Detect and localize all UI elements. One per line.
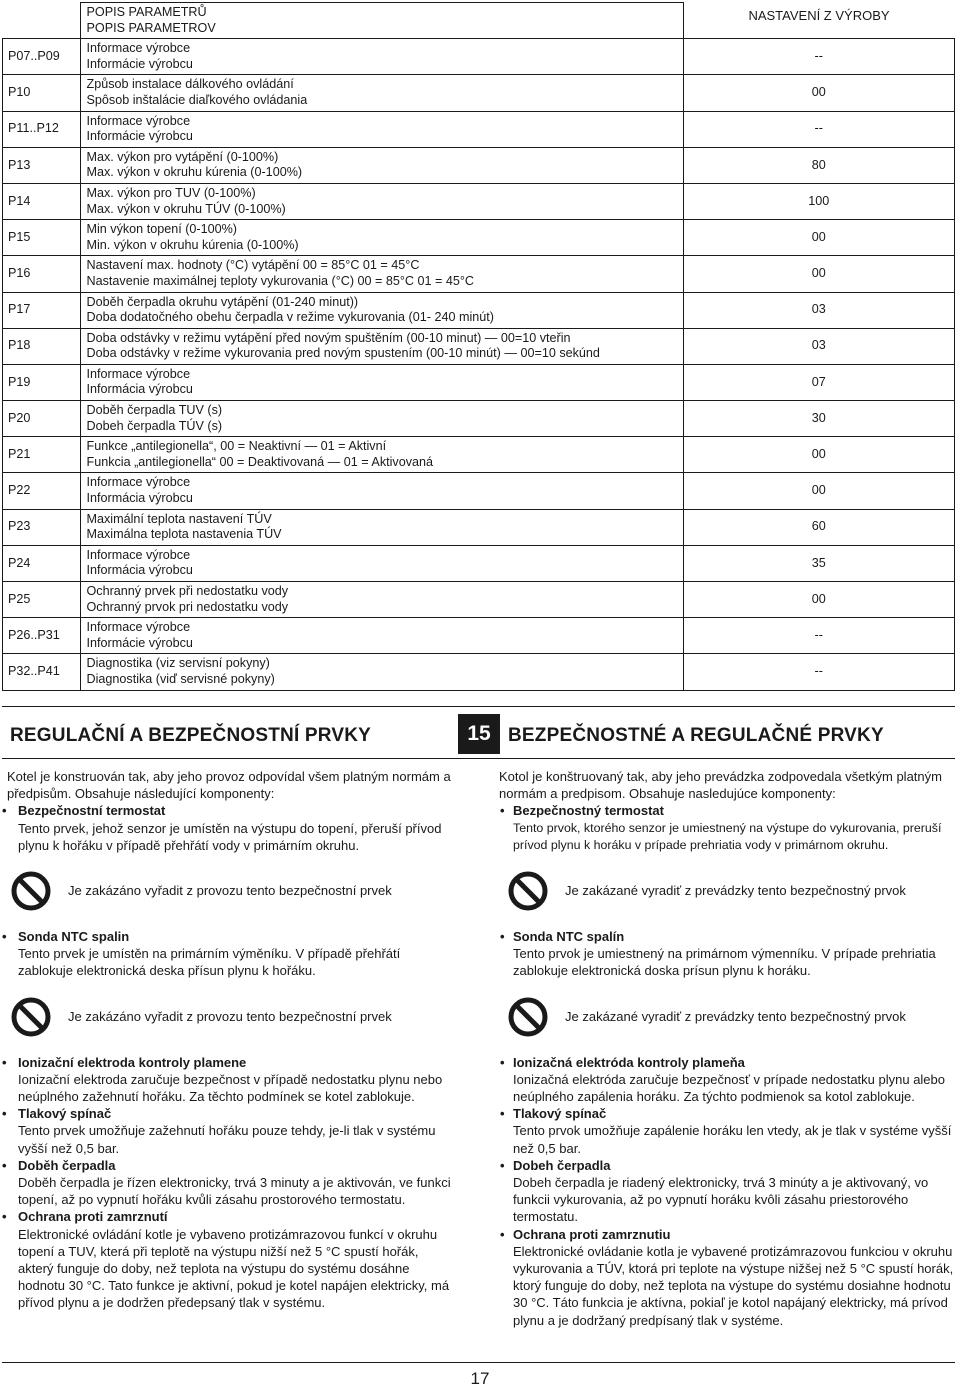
table-row xyxy=(3,147,955,183)
warning-text: Je zakázáno vyřadit z provozu tento bezpečnostní prvek xyxy=(68,883,392,899)
parameter-code: P14 xyxy=(3,183,81,219)
item-pressure xyxy=(497,1105,957,1157)
parameter-code: P18 xyxy=(3,328,81,364)
parameter-description xyxy=(80,582,683,618)
page-number: 17 xyxy=(470,1369,490,1388)
parameter-description xyxy=(80,256,683,292)
table-row xyxy=(3,473,955,509)
section-title-sk: BEZPEČNOSTNÉ A REGULAČNÉ PRVKY xyxy=(508,725,884,746)
bullet: • xyxy=(2,1157,7,1173)
parameter-code: P16 xyxy=(3,256,81,292)
table-row xyxy=(3,364,955,400)
parameter-code: P10 xyxy=(3,75,81,111)
bullet: • xyxy=(500,1157,505,1173)
prohibition-icon xyxy=(10,996,52,1038)
parameter-code: P25 xyxy=(3,582,81,618)
parameter-code: P22 xyxy=(3,473,81,509)
description-sk: Maximálna teplota nastavenia TÚV xyxy=(86,527,282,542)
header-code-cell xyxy=(3,3,81,39)
bullet: • xyxy=(500,803,505,819)
table-row xyxy=(3,618,955,654)
table-row xyxy=(3,545,955,581)
table-row xyxy=(3,292,955,328)
description-sk: Diagnostika (viď servisné pokyny) xyxy=(86,671,275,686)
table-row xyxy=(3,111,955,147)
description-sk: Max. výkon v okruhu TÚV (0-100%) xyxy=(86,201,286,216)
intro-text: Kotel je konstruován tak, aby jeho provoz odpovídal všem platným normám a předpisům. Obsahuje následující komponenty: xyxy=(7,769,451,802)
description-sk: Spôsob inštalácie diaľkového ovládania xyxy=(86,92,308,107)
item-title: Ionizační elektroda kontroly plamene xyxy=(18,1054,247,1070)
parameter-description xyxy=(80,147,683,183)
parameter-description xyxy=(80,111,683,147)
description-cz: Diagnostika (viz servisní pokyny) xyxy=(86,656,270,671)
parameter-code: P20 xyxy=(3,401,81,437)
prohibition-icon xyxy=(507,996,549,1038)
table-row xyxy=(3,39,955,75)
description-sk: Informácie výrobcu xyxy=(86,635,193,650)
parameter-description xyxy=(80,364,683,400)
bullet: • xyxy=(2,929,7,945)
item-pressure xyxy=(2,1105,452,1157)
factory-setting-value: -- xyxy=(683,618,955,654)
description-sk: Doba dodatočného obehu čerpadla v režime vykurovania (01- 240 minút) xyxy=(86,310,494,325)
factory-setting-value: 00 xyxy=(683,256,955,292)
factory-setting-value: 00 xyxy=(683,582,955,618)
parameter-code: P07..P09 xyxy=(3,39,81,75)
item-title: Dobeh čerpadla xyxy=(513,1157,611,1173)
header-description-cell xyxy=(80,3,683,39)
table-row xyxy=(3,509,955,545)
item-title: Ionizačná elektróda kontroly plameňa xyxy=(513,1054,745,1070)
item-pump xyxy=(2,1157,452,1209)
header-value-cell: NASTAVENÍ Z VÝROBY xyxy=(683,3,955,39)
factory-setting-value: 00 xyxy=(683,473,955,509)
section-title-cz: REGULAČNÍ A BEZPEČNOSTNÍ PRVKY xyxy=(10,725,372,746)
item-text: Ionizačná elektróda zaručuje bezpečnosť v prípade nedostatku plynu alebo neúplného zapálenia horáku. Za týchto podmienok sa kotol zablokuje. xyxy=(513,1071,945,1105)
bullet: • xyxy=(500,1226,505,1242)
description-sk: Informácie výrobcu xyxy=(86,129,193,144)
parameter-description xyxy=(80,183,683,219)
description-sk: Max. výkon v okruhu kúrenia (0-100%) xyxy=(86,165,303,180)
parameter-code: P23 xyxy=(3,509,81,545)
table-row xyxy=(3,256,955,292)
item-frost xyxy=(497,1226,957,1329)
prohibition-icon xyxy=(10,870,52,912)
bullet: • xyxy=(2,1209,7,1225)
item-pump xyxy=(497,1157,957,1226)
description-sk: Informácia výrobcu xyxy=(86,382,193,397)
warning-box xyxy=(10,870,452,918)
warning-box xyxy=(10,996,452,1044)
item-ntc xyxy=(2,928,452,980)
table-row xyxy=(3,401,955,437)
section-rule-bottom xyxy=(2,758,955,759)
parameter-description xyxy=(80,437,683,473)
header-sk: POPIS PARAMETROV xyxy=(86,20,216,35)
factory-setting-value: -- xyxy=(683,111,955,147)
description-sk: Doba odstávky v režime vykurovania pred novým spustením (00-10 minút) — 00=10 sekúnd xyxy=(86,346,600,361)
description-sk: Informácia výrobcu xyxy=(86,491,193,506)
description-cz: Informace výrobce xyxy=(86,366,191,381)
table-row xyxy=(3,220,955,256)
description-cz: Doba odstávky v režimu vytápění před novým spuštěním (00-10 minut) — 00=10 vteřin xyxy=(86,330,571,345)
item-title: Doběh čerpadla xyxy=(18,1157,116,1173)
warning-text: Je zakázané vyradiť z prevádzky tento bezpečnostný prvok xyxy=(565,1008,906,1024)
parameter-description xyxy=(80,75,683,111)
factory-setting-value: 00 xyxy=(683,75,955,111)
parameter-description xyxy=(80,220,683,256)
description-cz: Funkce „antilegionella“, 00 = Neaktivní — 01 = Aktivní xyxy=(86,439,387,454)
parameter-description xyxy=(80,654,683,690)
table-row xyxy=(3,437,955,473)
warning-box xyxy=(507,870,957,918)
item-title: Ochrana proti zamrznutí xyxy=(18,1209,168,1225)
parameter-code: P15 xyxy=(3,220,81,256)
table-row xyxy=(3,654,955,690)
bullet: • xyxy=(500,1106,505,1122)
parameter-description xyxy=(80,473,683,509)
description-cz: Maximální teplota nastavení TÚV xyxy=(86,511,272,526)
factory-setting-value: 00 xyxy=(683,437,955,473)
factory-setting-value: 03 xyxy=(683,292,955,328)
description-cz: Nastavení max. hodnoty (°C) vytápění 00 = 85°C 01 = 45°C xyxy=(86,258,420,273)
item-title: Bezpečnostný termostat xyxy=(513,803,664,819)
parameter-code: P19 xyxy=(3,364,81,400)
section-rule-top xyxy=(2,706,955,707)
bullet: • xyxy=(500,1054,505,1070)
item-text: Ionizační elektroda zaručuje bezpečnost v případě nedostatku plynu nebo neúplného zažehnutí hořáku. Za těchto podmínek se kotel zablokuje. xyxy=(18,1071,443,1105)
header-cz: POPIS PARAMETRŮ xyxy=(86,5,207,19)
parameter-code: P21 xyxy=(3,437,81,473)
description-cz: Informace výrobce xyxy=(86,113,191,128)
factory-setting-value: 100 xyxy=(683,183,955,219)
item-title: Bezpečnostní termostat xyxy=(18,803,166,819)
description-sk: Informácia výrobcu xyxy=(86,563,193,578)
item-text: Tento prvek je umístěn na primárním výměníku. V případě přehřátí zablokuje elektronická deska přísun plynu k hořáku. xyxy=(18,946,401,979)
item-text: Tento prvek umožňuje zažehnutí hořáku pouze tehdy, je-li tlak v systému vyšší než 0,5 bar. xyxy=(18,1123,436,1156)
description-cz: Informace výrobce xyxy=(86,475,191,490)
factory-setting-value: 60 xyxy=(683,509,955,545)
item-title: Tlakový spínač xyxy=(513,1106,607,1122)
description-cz: Informace výrobce xyxy=(86,547,191,562)
description-cz: Způsob instalace dálkového ovládání xyxy=(86,77,294,92)
item-title: Ochrana proti zamrznutiu xyxy=(513,1226,671,1242)
item-ionization xyxy=(497,1054,957,1106)
description-cz: Ochranný prvek při nedostatku vody xyxy=(86,584,289,598)
parameter-description xyxy=(80,545,683,581)
item-text: Dobeh čerpadla je riadený elektronicky, trvá 3 minúty a je aktivovaný, vo funkcii vykurovania, až po vypnutí horáku kvôli zásahu priestorového termostatu. xyxy=(513,1175,929,1225)
description-cz: Min výkon topení (0-100%) xyxy=(86,222,237,237)
item-text: Elektronické ovládanie kotla je vybavené protizámrazovou funkciou v okruhu vykurovania a TÚV, ktorá pri teplote na výstupe nižšej než 5 °C spustí horák, ktorý funguje do doby, než teplota na výstupe do systému dosiahne hodnotu 30 °C. Táto funkcia je aktívna, pokiaľ je kotol napájaný elektricky, má prívod plynu a je dodržaný predpísaný tlak v systéme. xyxy=(513,1243,954,1328)
bullet: • xyxy=(2,803,7,819)
parameter-description xyxy=(80,618,683,654)
factory-setting-value: 03 xyxy=(683,328,955,364)
item-frost xyxy=(2,1208,452,1311)
description-sk: Funkcia „antilegionella“ 00 = Deaktivovaná — 01 = Aktivovaná xyxy=(86,454,434,469)
description-cz: Informace výrobce xyxy=(86,620,191,635)
factory-setting-value: 30 xyxy=(683,401,955,437)
item-thermostat xyxy=(2,802,452,854)
intro-text: Kotol je konštruovaný tak, aby jeho prevádzka zodpovedala všetkým platným normám a predpisom. Obsahuje nasledujúce komponenty: xyxy=(499,769,942,802)
description-sk: Min. výkon v okruhu kúrenia (0-100%) xyxy=(86,237,299,252)
item-text: Tento prvok je umiestnený na primárnom výmenníku. V prípade prehriatia zablokuje elektronická doska prísun plynu k horáku. xyxy=(513,946,936,979)
parameter-code: P17 xyxy=(3,292,81,328)
item-text: Tento prvok, ktorého senzor je umiestnený na výstupe do vykurovania, preruší prívod plynu k horáku v prípade prehriatia vody v primárnom okruhu. xyxy=(513,820,942,852)
item-ionization xyxy=(2,1054,452,1106)
factory-setting-value: 80 xyxy=(683,147,955,183)
warning-text: Je zakázáno vyřadit z provozu tento bezpečnostní prvek xyxy=(68,1008,392,1024)
table-row xyxy=(3,328,955,364)
description-sk: Informácie výrobcu xyxy=(86,56,193,71)
footer-rule xyxy=(2,1362,955,1363)
parameter-code: P24 xyxy=(3,545,81,581)
item-ntc xyxy=(497,928,957,980)
item-text: Tento prvek, jehož senzor je umístěn na výstupu do topení, přeruší přívod plynu k hořáku v případě přehřátí vody v primárním okruhu. xyxy=(18,820,442,853)
item-title: Sonda NTC spalin xyxy=(18,929,130,945)
parameter-code: P32..P41 xyxy=(3,654,81,690)
description-cz: Max. výkon pro vytápění (0-100%) xyxy=(86,149,279,164)
description-cz: Max. výkon pro TUV (0-100%) xyxy=(86,185,256,200)
item-thermostat xyxy=(497,802,957,854)
factory-setting-value: -- xyxy=(683,39,955,75)
factory-setting-value: 00 xyxy=(683,220,955,256)
bullet: • xyxy=(2,1054,7,1070)
parameter-code: P11..P12 xyxy=(3,111,81,147)
table-row xyxy=(3,183,955,219)
item-title: Sonda NTC spalín xyxy=(513,929,625,945)
item-text: Doběh čerpadla je řízen elektronicky, trvá 3 minuty a je aktivován, ve funkci topení, až po vypnutí hořáku kvůli zásahu prostorového termostatu. xyxy=(18,1175,451,1208)
item-title: Tlakový spínač xyxy=(18,1106,112,1122)
parameter-code: P26..P31 xyxy=(3,618,81,654)
prohibition-icon xyxy=(507,870,549,912)
factory-setting-value: -- xyxy=(683,654,955,690)
description-cz: Doběh čerpadla TUV (s) xyxy=(86,403,223,418)
factory-setting-value: 35 xyxy=(683,545,955,581)
parameter-description xyxy=(80,292,683,328)
description-sk: Dobeh čerpadla TÚV (s) xyxy=(86,418,223,433)
section-number-badge: 15 xyxy=(458,714,500,754)
bullet: • xyxy=(2,1106,7,1122)
warning-box xyxy=(507,996,957,1044)
table-row xyxy=(3,582,955,618)
item-text: Tento prvok umožňuje zapálenie horáku len vtedy, ak je tlak v systéme vyšší než 0,5 bar. xyxy=(513,1123,952,1156)
column-sk xyxy=(497,768,957,1329)
parameter-description xyxy=(80,328,683,364)
bullet: • xyxy=(500,929,505,945)
description-cz: Informace výrobce xyxy=(86,41,191,56)
description-sk: Ochranný prvok pri nedostatku vody xyxy=(86,599,289,614)
warning-text: Je zakázané vyradiť z prevádzky tento bezpečnostný prvok xyxy=(565,883,906,899)
parameter-table xyxy=(2,2,955,691)
parameter-description xyxy=(80,401,683,437)
parameter-code: P13 xyxy=(3,147,81,183)
table-header-row xyxy=(3,3,955,39)
column-cz xyxy=(2,768,452,1312)
factory-setting-value: 07 xyxy=(683,364,955,400)
parameter-description xyxy=(80,39,683,75)
description-cz: Doběh čerpadla okruhu vytápění (01-240 minut)) xyxy=(86,294,359,309)
item-text: Elektronické ovládání kotle je vybaveno protizámrazovou funkcí v okruhu topení a TUV, která při teplotě na výstupu nižší než 5 °C spustí hořák, akterý funguje do doby, než teplota na výstupu do systému dosáhne hodnotu 30 °C. Tato funkce je aktivní, pokud je kotel napájen elektricky, má přívod plynu a je dodržen předepsaný tlak v systému. xyxy=(18,1226,450,1311)
parameter-description xyxy=(80,509,683,545)
table-row xyxy=(3,75,955,111)
description-sk: Nastavenie maximálnej teploty vykurovania (°C) 00 = 85°C 01 = 45°C xyxy=(86,273,475,288)
